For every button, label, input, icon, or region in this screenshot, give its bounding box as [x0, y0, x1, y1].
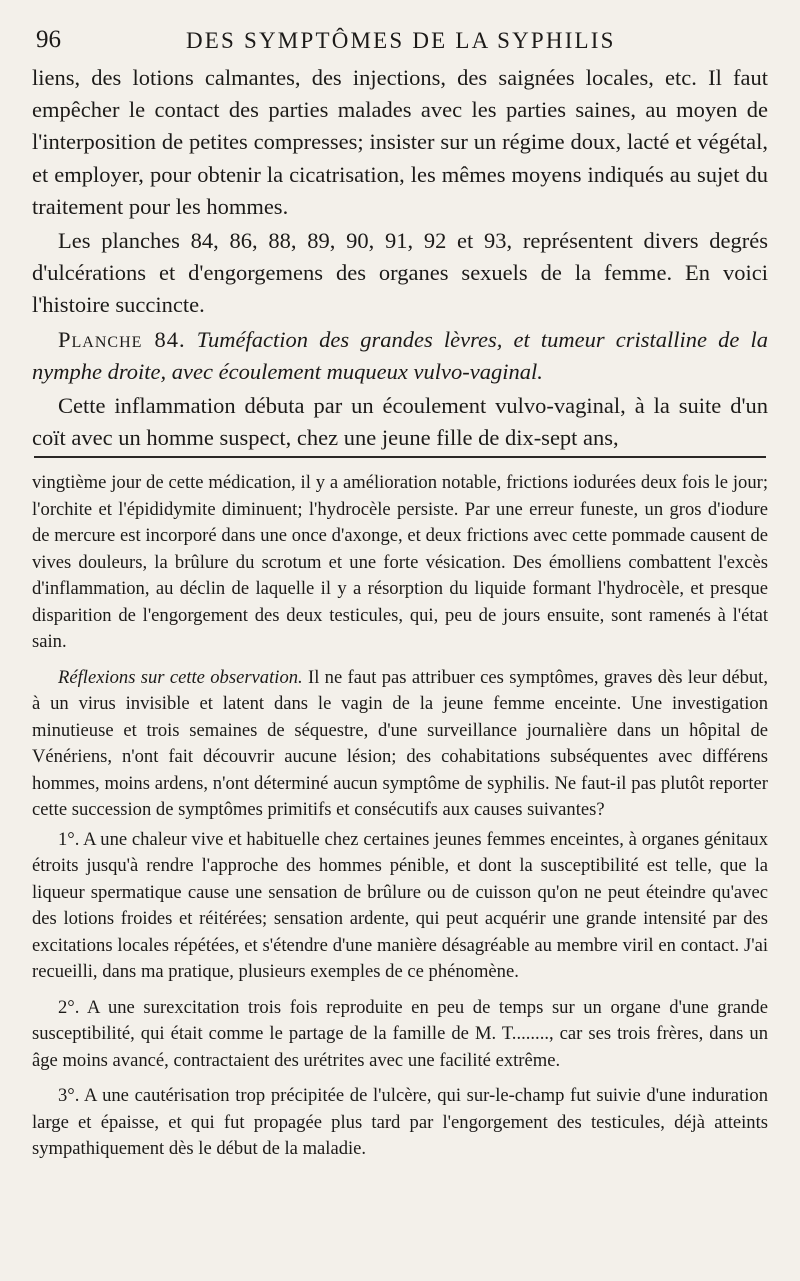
footnote-separator-rule — [34, 456, 766, 458]
footnote-text — [32, 470, 768, 1163]
note-cause-3: 3°. A une cautérisation trop précipitée de l'ulcère, qui sur-le-champ fut suivie d'une induration large et épaisse, et qui fut propagée plus tard par l'engorgement des testicules, déjà atteints sympathiquement dès le début de la maladie. — [32, 1085, 768, 1159]
plate-label: Planche 84. — [58, 326, 186, 352]
running-title: DES SYMPTÔMES DE LA SYPHILIS — [186, 28, 616, 53]
reflexions-heading: Réflexions sur cette observation. — [58, 666, 303, 688]
page-number: 96 — [36, 26, 61, 53]
paragraph-continued: liens, des lotions calmantes, des injections, des saignées locales, etc. Il faut empêcher le contact des parties malades avec les parties saines, au moyen de l'interposition de petites compresses; insister sur un régime doux, lacté et végétal, et employer, pour obtenir la cicatrisation, les mêmes moyens indiqués au sujet du traitement pour les hommes. — [32, 65, 768, 219]
plate-description: Tuméfaction des grandes lèvres, et tumeur cristalline de la nymphe droite, avec écoulement muqueux vulvo-vaginal. — [32, 326, 768, 384]
note-cause-1: 1°. A une chaleur vive et habituelle chez certaines jeunes femmes enceintes, à organes génitaux étroits jusqu'à rendre l'approche des hommes pénible, et dont la susceptibilité est telle, que la liqueur spermatique cause une sensation de brûlure ou de cuisson qu'on ne peut éteindre qu'avec des lotions froides et réitérées; sensation ardente, qui peut acquérir une grande intensité par des excitations locales répétées, et s'étendre d'une manière désagréable au membre viril en contact. J'ai recueilli, dans ma pratique, plusieurs exemples de ce phénomène. — [32, 828, 768, 982]
note-cause-2: 2°. A une surexcitation trois fois reproduite en peu de temps sur un organe d'une grande susceptibilité, qui était comme le partage de la famille de M. T........, car ses trois frères, dans un âge moins avancé, contractaient des urétrites avec une facilité extrême. — [32, 996, 768, 1071]
paragraph-inflammation: Cette inflammation débuta par un écoulement vulvo-vaginal, à la suite d'un coït avec un homme suspect, chez une jeune fille de dix-sept ans, — [32, 393, 768, 451]
plate-caption — [32, 324, 768, 388]
reflexions-text: Il ne faut pas attribuer ces symptômes, graves dès leur début, à un virus invisible et latent dans le vagin de la jeune femme enceinte. Une investigation minutieuse et trois semaines de séquestre, d'une surveillance journalière dans un hôpital de Vénériens, n'ont fait découvrir aucune lésion; des cohabitations subséquentes avec différens hommes, moins ardens, n'ont déterminé aucun symptôme de syphilis. Ne faut-il pas plutôt reporter cette succession de symptômes primitifs et consécutifs aux causes suivantes? — [32, 666, 768, 820]
note-paragraph: vingtième jour de cette médication, il y a amélioration notable, frictions iodurées deux fois le jour; l'orchite et l'épididymite diminuent; l'hydrocèle persiste. Par une erreur funeste, un gros d'iodure de mercure est incorporé dans une once d'axonge, et deux frictions avec cette pommade causent de vives douleurs, la brûlure du scrotum et une forte vésication. Des émolliens combattent l'excès d'inflammation, au déclin de laquelle il y a résorption du liquide formant l'hydrocèle, et presque disparition de l'engorgement des deux testicules, qui, peu de jours ensuite, sont ramenés à l'état sain. — [32, 472, 768, 652]
page-header — [36, 26, 772, 56]
main-text — [32, 62, 768, 454]
paragraph-planches: Les planches 84, 86, 88, 89, 90, 91, 92 et 93, représentent divers degrés d'ulcérations et d'engorgemens des organes sexuels de la femme. En voici l'histoire succincte. — [32, 228, 768, 318]
note-reflexions — [32, 665, 768, 824]
